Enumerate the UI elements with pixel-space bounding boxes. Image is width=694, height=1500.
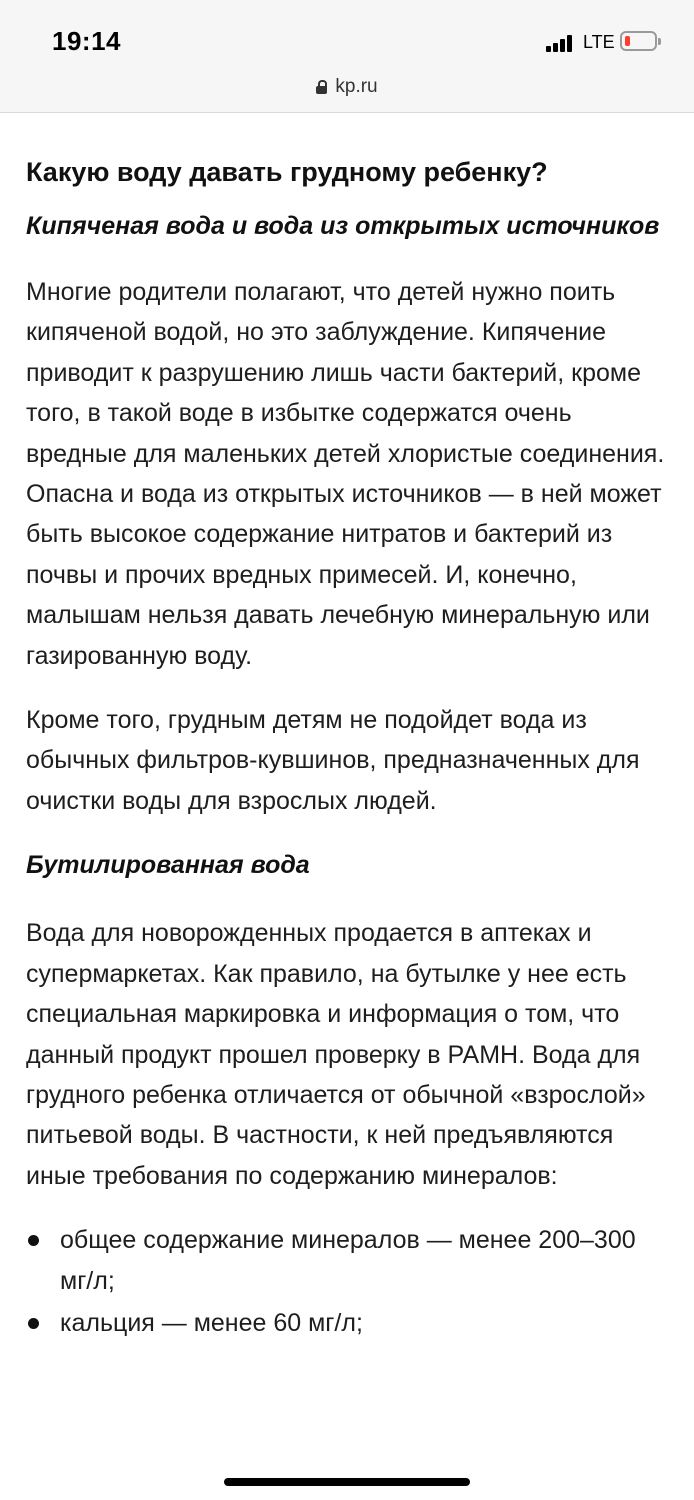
signal-icon bbox=[546, 32, 578, 52]
url-text[interactable]: kp.ru bbox=[335, 76, 378, 97]
address-bar[interactable] bbox=[0, 74, 694, 100]
article-heading: Какую воду давать грудному ребенку? bbox=[26, 157, 548, 187]
status-time: 19:14 bbox=[52, 26, 121, 56]
home-indicator[interactable] bbox=[224, 1478, 470, 1486]
status-bar bbox=[0, 0, 694, 113]
list-item: общее содержание минералов — менее 200–300 мг/л; bbox=[26, 1220, 674, 1301]
section-title-bottled-water: Бутилированная вода bbox=[26, 851, 310, 880]
network-type: LTE bbox=[583, 32, 615, 52]
battery-icon bbox=[620, 31, 657, 51]
paragraph-2: Кроме того, грудным детям не подойдет вода из обычных фильтров-кувшинов, предназначенных для очистки воды для взрослых людей. bbox=[26, 706, 640, 815]
lock-icon bbox=[316, 80, 327, 94]
section-title-boiled-water: Кипяченая вода и вода из открытых источников bbox=[26, 212, 660, 240]
paragraph-3: Вода для новорожденных продается в аптеках и супермаркетах. Как правило, на бутылке у нее есть специальная маркировка и информация о том, что данный продукт прошел проверку в РАМН. Вода для грудного ребенка отличается от обычной «взрослой» питьевой воды. В частности, к ней предъявляются иные требования по содержанию минералов: bbox=[26, 919, 646, 1190]
paragraph-1: Многие родители полагают, что детей нужно поить кипяченой водой, но это заблуждение. Кипячение приводит к разрушению лишь части бактерий, кроме того, в такой воде в избытке содержатся очень вредные для маленьких детей хлористые соединения. Опасна и вода из открытых источников — в ней может быть высокое содержание нитратов и бактерий из почвы и прочих вредных примесей. И, конечно, малышам нельзя давать лечебную минеральную или газированную воду. bbox=[26, 278, 665, 670]
article-content bbox=[26, 152, 674, 1345]
mineral-requirements-list bbox=[26, 1220, 674, 1343]
list-item: кальция — менее 60 мг/л; bbox=[26, 1303, 674, 1343]
